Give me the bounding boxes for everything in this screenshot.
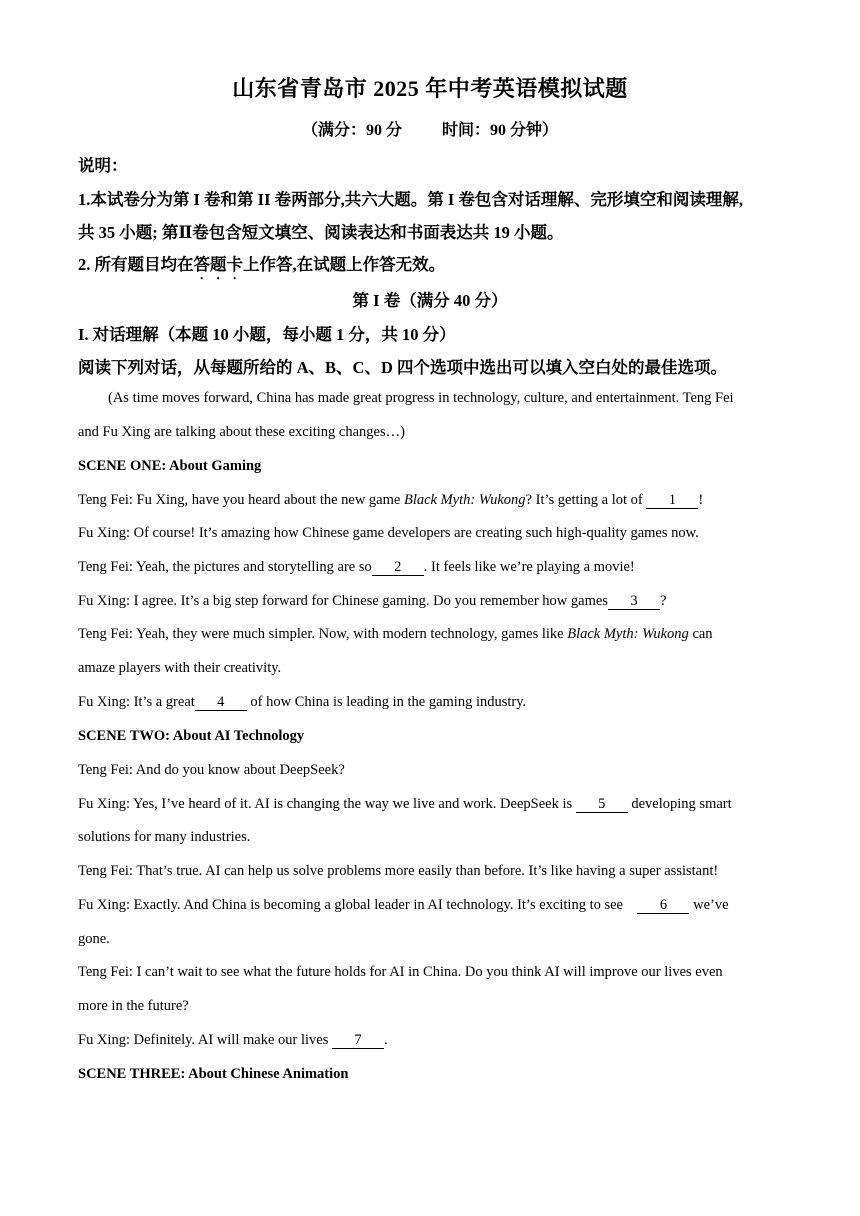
blank-1: 1 xyxy=(646,493,698,509)
instruction-item-1-line-2: 共 35 小题; 第Ⅱ卷包含短文填空、阅读表达和书面表达共 19 小题。 xyxy=(78,223,564,242)
dialogue-line: Fu Xing: Definitely. AI will make our lives 7 . xyxy=(78,1032,388,1048)
scene-three-title: SCENE THREE: About Chinese Animation xyxy=(78,1066,349,1082)
dialogue-line: Fu Xing: It’s a great 4 of how China is leading in the gaming industry. xyxy=(78,694,527,710)
instruction-item-1-line-1: 1.本试卷分为第 I 卷和第 II 卷两部分,共六大题。第 I 卷包含对话理解、完形填空和阅读理解, xyxy=(78,190,744,209)
game-title: Black Myth: Wukong xyxy=(403,492,526,508)
passage-intro-line-1: (As time moves forward, China has made great progress in technology, culture, and entertainment. Teng Fei xyxy=(108,390,734,406)
blank-3: 3 xyxy=(608,594,660,610)
volume-title: 第 I 卷（满分 40 分） xyxy=(352,291,508,310)
scene-two-title: SCENE TWO: About AI Technology xyxy=(78,728,305,744)
game-title: Black Myth: Wukong xyxy=(567,626,689,642)
exam-title: 山东省青岛市 2025 年中考英语模拟试题 xyxy=(232,76,628,101)
blank-5: 5 xyxy=(576,797,628,813)
blank-4: 4 xyxy=(195,695,247,711)
exam-score-time xyxy=(0,117,860,140)
blank-2: 2 xyxy=(372,560,424,576)
dialogue-line: Teng Fei: I can’t wait to see what the future holds for AI in China. Do you think AI will improve our lives even xyxy=(78,964,723,980)
dialogue-line: Fu Xing: I agree. It’s a big step forward for Chinese gaming. Do you remember how games 3 ? xyxy=(78,593,667,609)
dialogue-line: Fu Xing: Exactly. And China is becoming a global leader in AI technology. It’s exciting to see 6 we’ve xyxy=(78,897,729,913)
part-directions: 阅读下列对话，从每题所给的 A、B、C、D 四个选项中选出可以填入空白处的最佳选项。 xyxy=(78,358,728,377)
instruction-item-2: 2. 所有题目均在答题卡上作答,在试题上作答无效。 xyxy=(78,255,446,274)
dialogue-line: Teng Fei: Fu Xing, have you heard about the new game Black Myth: Wukong? It’s getting a lot of 1 ! xyxy=(78,492,704,508)
passage-intro-line-2: and Fu Xing are talking about these exciting changes…) xyxy=(78,424,405,440)
scene-one-title: SCENE ONE: About Gaming xyxy=(78,458,262,474)
dialogue-line: Teng Fei: And do you know about DeepSeek? xyxy=(78,762,345,778)
dialogue-line: Fu Xing: Of course! It’s amazing how Chinese game developers are creating such high-quality games now. xyxy=(78,525,699,541)
instructions-heading: 说明： xyxy=(78,156,128,175)
answer-sheet-emphasis: 答题卡 xyxy=(193,255,243,274)
blank-6: 6 xyxy=(637,898,689,914)
dialogue-line: amaze players with their creativity. xyxy=(78,660,282,676)
dialogue-line: Teng Fei: That’s true. AI can help us solve problems more easily than before. It’s like having a super assistant! xyxy=(78,863,719,879)
dialogue-line: Teng Fei: Yeah, they were much simpler. Now, with modern technology, games like Black Myth: Wukong can xyxy=(78,626,713,642)
dialogue-line: more in the future? xyxy=(78,998,189,1014)
dialogue-line: gone. xyxy=(78,931,110,947)
time-limit-label: 时间：90 分钟） xyxy=(442,122,559,139)
full-score-label: （满分：90 分 xyxy=(301,122,402,139)
part-title: I. 对话理解（本题 10 小题，每小题 1 分，共 10 分） xyxy=(78,325,456,344)
dialogue-line: Teng Fei: Yeah, the pictures and storytelling are so 2 . It feels like we’re playing a movie! xyxy=(78,559,635,575)
dialogue-line: Fu Xing: Yes, I’ve heard of it. AI is changing the way we live and work. DeepSeek is 5 developing smart xyxy=(78,796,732,812)
dialogue-line: solutions for many industries. xyxy=(78,829,251,845)
blank-7: 7 xyxy=(332,1033,384,1049)
